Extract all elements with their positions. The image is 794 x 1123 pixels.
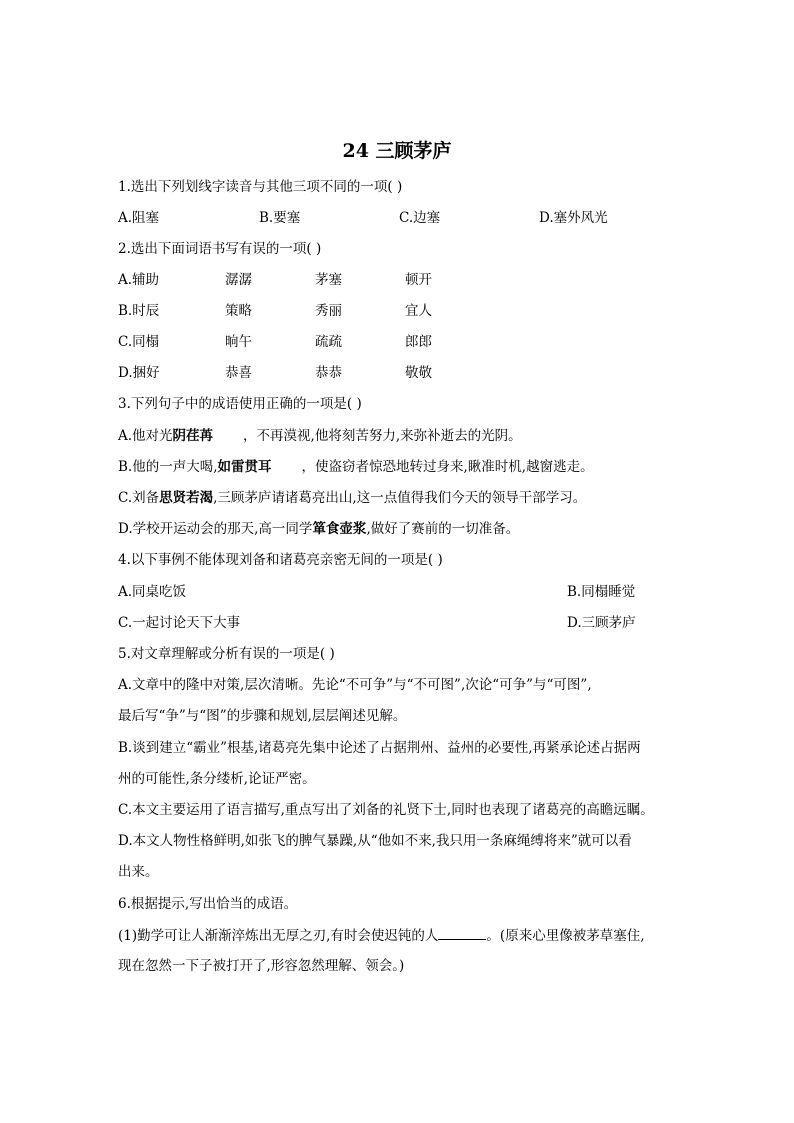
q2-b-word-1: B.时辰 (118, 303, 160, 319)
q3-b-suffix: ，使盗窃者惊恐地转过身来,瞅准时机,越窗逃走。 (301, 459, 594, 475)
question-3-stem: 3.下列句子中的成语使用正确的一项是( ) (118, 396, 362, 412)
q2-row-b (118, 301, 688, 321)
q2-a-word-2: 潺潺 (225, 272, 252, 288)
q3-c-prefix: C.刘备 (118, 490, 160, 506)
question-4-stem: 4.以下事例不能体现刘备和诸葛亮亲密无间的一项是( ) (118, 552, 443, 568)
q2-d-word-2: 恭喜 (225, 365, 252, 381)
q2-d-word-1: D.捆好 (118, 365, 160, 381)
q3-d-suffix: ,做好了赛前的一切准备。 (366, 521, 520, 537)
q2-c-word-1: C.同榻 (118, 334, 160, 350)
q3-d-idiom: 箪食壶浆 (312, 521, 367, 537)
q3-d-prefix: D.学校开运动会的那天,高一同学 (118, 521, 313, 537)
q3-a-idiom: 阴荏苒 (172, 428, 214, 444)
q6-item-1-line-2: 现在忽然一下子被打开了,形容忽然理解、领会。) (118, 958, 405, 974)
q4-options-row-2 (118, 613, 688, 633)
q2-a-word-1: A.辅助 (118, 272, 160, 288)
q6-answer-blank[interactable] (438, 925, 486, 940)
q1-option-b: B.要塞 (259, 210, 301, 226)
q5-option-d-line-2: 出来。 (118, 864, 159, 880)
q5-option-a-line-1: A.文章中的隆中对策,层次清晰。先论“不可争”与“不可图”,次论“可争”与“可图”, (118, 677, 592, 693)
q3-option-b (118, 457, 688, 477)
q2-a-word-3: 茅塞 (315, 272, 342, 288)
q3-a-prefix: A.他对光 (118, 428, 173, 444)
q5-option-b-line-2: 州的可能性,条分缕析,论证严密。 (118, 771, 316, 787)
q2-b-word-4: 宜人 (405, 303, 432, 319)
q2-c-word-3: 疏疏 (315, 334, 342, 350)
q3-c-idiom: 思贤若渴 (159, 490, 214, 506)
q6-item-1-line-1 (118, 925, 688, 946)
question-1-options (118, 208, 688, 228)
question-5-stem: 5.对文章理解或分析有误的一项是( ) (118, 646, 335, 662)
q4-option-c: C.一起讨论天下大事 (118, 615, 241, 631)
q4-options-row-1 (118, 582, 688, 602)
q2-b-word-2: 策略 (225, 303, 252, 319)
q2-row-d (118, 363, 688, 383)
q2-c-word-2: 晌午 (225, 334, 252, 350)
q1-option-d: D.塞外风光 (539, 210, 608, 226)
question-2-stem: 2.选出下面词语书写有误的一项( ) (118, 241, 322, 257)
q2-row-c (118, 332, 688, 352)
q3-option-c (118, 488, 688, 508)
q3-b-prefix: B.他的一声大喝, (118, 459, 218, 475)
q4-option-a: A.同桌吃饭 (118, 584, 187, 600)
q5-option-d-line-1: D.本文人物性格鲜明,如张飞的脾气暴躁,从“他如不来,我只用一条麻绳缚将来”就可以看 (118, 833, 632, 849)
q5-option-c: C.本文主要运用了语言描写,重点写出了刘备的礼贤下士,同时也表现了诸葛亮的高瞻远瞩。 (118, 802, 654, 818)
q3-c-suffix: ,三顾茅庐请诸葛亮出山,这一点值得我们今天的领导干部学习。 (213, 490, 587, 506)
q4-option-b: B.同榻睡觉 (567, 584, 636, 600)
q2-d-word-3: 恭恭 (315, 365, 342, 381)
q1-option-a: A.阻塞 (118, 210, 160, 226)
page-title: 24 三顾茅庐 (342, 140, 452, 162)
q3-option-a (118, 426, 688, 446)
q2-a-word-4: 顿开 (405, 272, 432, 288)
q6-item-1-suffix: 。(原来心里像被茅草塞住, (486, 928, 645, 944)
q5-option-a-line-2: 最后写“争”与“图”的步骤和规划,层层阐述见解。 (118, 708, 407, 724)
q6-item-1-prefix: (1)勤学可让人渐渐淬炼出无厚之刃,有时会使迟钝的人 (118, 928, 439, 944)
q3-b-idiom: 如雷贯耳 (217, 459, 272, 475)
q2-d-word-4: 敬敬 (405, 365, 432, 381)
q1-option-c: C.边塞 (399, 210, 441, 226)
q4-option-d: D.三顾茅庐 (567, 615, 636, 631)
q2-row-a (118, 270, 688, 290)
question-1-stem: 1.选出下列划线字读音与其他三项不同的一项( ) (118, 179, 403, 195)
q3-a-suffix: ，不再漠视,他将刻苦努力,来弥补逝去的光阴。 (243, 428, 522, 444)
q2-b-word-3: 秀丽 (315, 303, 342, 319)
q5-option-b-line-1: B.谈到建立“霸业”根基,诸葛亮先集中论述了占据荆州、益州的必要性,再紧承论述占据两 (118, 740, 641, 756)
q2-c-word-4: 郎郎 (405, 334, 432, 350)
question-6-stem: 6.根据提示,写出恰当的成语。 (118, 896, 298, 912)
q3-option-d (118, 519, 688, 539)
